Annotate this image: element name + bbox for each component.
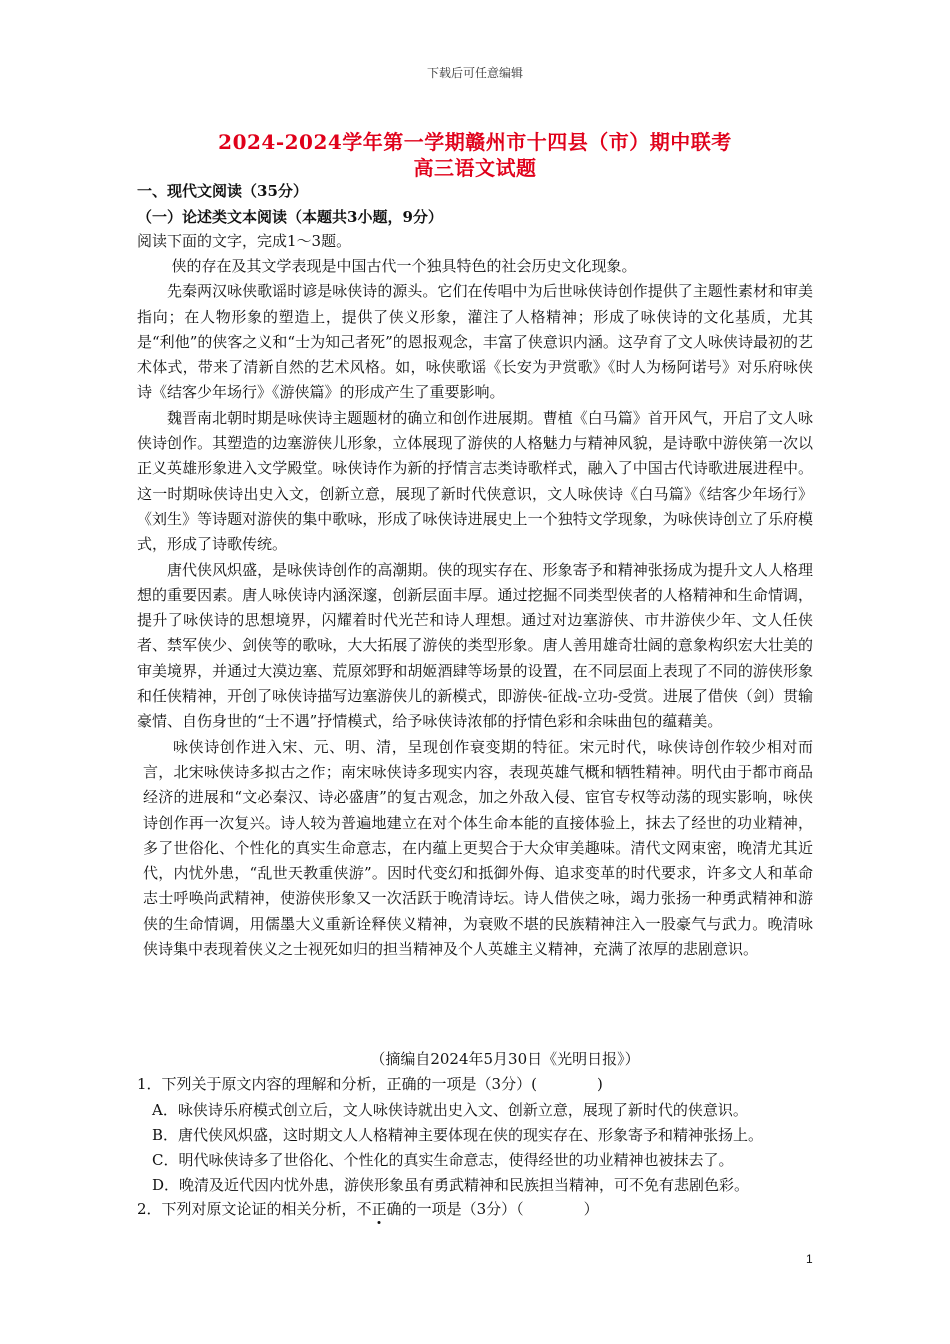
option-a: A．咏侠诗乐府模式创立后，文人咏侠诗就出史入文、创新立意，展现了新时代的侠意识。: [152, 1101, 748, 1119]
question-2: [137, 1198, 599, 1219]
page-number: 1: [806, 1252, 813, 1266]
subsection-heading: （一）论述类文本阅读（本题共3小题，9分）: [137, 208, 443, 226]
exam-subtitle: 高三语文试题: [413, 156, 537, 180]
passage-paragraph: 咏侠诗创作进入宋、元、明、清，呈现创作衰变期的特征。宋元时代，咏侠诗创作较少相对而言，北宋咏侠诗多拟古之作；南宋咏侠诗多现实内容，表现英雄气概和牺牲精神。明代由于都市商品经济的进展和“文必秦汉、诗必盛唐”的复古观念，加之外敌入侵、宦官专权等动荡的现实影响，咏侠诗创作再一次复兴。诗人较为普遍地建立在对个体生命本能的直接体验上，抹去了经世的功业精神，多了世俗化、个性化的真实生命意志，在内蕴上更契合于大众审美趣味。清代文网束密，晚清尤其近代，内忧外患，“乱世天教重侠游”。因时代变幻和抵御外侮、追求变革的时代要求，许多文人和革命志士呼唤尚武精神，使游侠形象又一次活跃于晚清诗坛。诗人借侠之咏，竭力张扬一种勇武精神和游侠的生命情调，用儒墨大义重新诠释侠义精神，为衰败不堪的民族精神注入一股豪气与武力。晚清咏侠诗集中表现着侠义之士视死如归的担当精神及个人英雄主义精神，充满了浓厚的悲剧意识。: [143, 737, 813, 959]
emphasis-text: 不正确: [356, 1200, 402, 1218]
option-c: C．明代咏侠诗多了世俗化、个性化的真实生命意志，使得经世的功业精神也被抹去了。: [152, 1151, 734, 1169]
passage: [137, 254, 813, 962]
question-2-tail: 的一项是（3分）（ ）: [401, 1200, 599, 1218]
reading-instruction: 阅读下面的文字，完成1～3题。: [137, 232, 352, 250]
question-2-stem: 2．下列对原文论证的相关分析，: [137, 1200, 357, 1218]
section-heading: 一、现代文阅读（35分）: [137, 182, 308, 200]
passage-paragraph: 唐代侠风炽盛，是咏侠诗创作的高潮期。侠的现实存在、形象寄予和精神张扬成为提升文人人格理想的重要因素。唐人咏侠诗内涵深邃，创新层面丰厚。通过挖掘不同类型侠者的人格精神和生命情调，提升了咏侠诗的思想境界，闪耀着时代光芒和诗人理想。通过对边塞游侠、市井游侠少年、文人任侠者、禁军侠少、剑侠等的歌咏，大大拓展了游侠的类型形象。唐人善用雄奇壮阔的意象构织宏大壮美的审美境界，并通过大漠边塞、荒原郊野和胡姬酒肆等场景的设置，在不同层面上表现了不同的游侠形象和任侠精神，开创了咏侠诗描写边塞游侠儿的新模式，即游侠-征战-立功-受赏。进展了借侠（剑）贯输豪情、自伤身世的“士不遇”抒情模式，给予咏侠诗浓郁的抒情色彩和余味曲包的蕴藉美。: [137, 560, 813, 731]
passage-paragraph: 侠的存在及其文学表现是中国古代一个独具特色的社会历史文化现象。: [171, 257, 637, 275]
option-b: B．唐代侠风炽盛，这时期文人人格精神主要体现在侠的现实存在、形象寄予和精神张扬上。: [152, 1126, 764, 1144]
question-1: 1．下列关于原文内容的理解和分析，正确的一项是（3分）( ): [137, 1075, 603, 1093]
source-citation: （摘编自2024年5月30日《光明日报》）: [370, 1050, 640, 1068]
option-d: D．晚清及近代因内忧外患，游侠形象虽有勇武精神和民族担当精神，可不免有悲剧色彩。: [152, 1176, 750, 1194]
passage-paragraph: 魏晋南北朝时期是咏侠诗主题题材的确立和创作进展期。曹植《白马篇》首开风气，开启了文人咏侠诗创作。其塑造的边塞游侠儿形象，立体展现了游侠的人格魅力与精神风貌，是诗歌中游侠第一次以正义英雄形象进入文学殿堂。咏侠诗作为新的抒情言志类诗歌样式，融入了中国古代诗歌进展进程中。这一时期咏侠诗出史入文，创新立意，展现了新时代侠意识，文人咏侠诗《白马篇》《结客少年场行》《刘生》等诗题对游侠的集中歌咏，形成了咏侠诗进展史上一个独特文学现象，为咏侠诗创立了乐府模式，形成了诗歌传统。: [137, 408, 813, 554]
exam-title: 2024-2024学年第一学期赣州市十四县（市）期中联考: [218, 130, 732, 154]
page-header: 下载后可任意编辑: [426, 66, 523, 80]
passage-paragraph: 先秦两汉咏侠歌谣时谚是咏侠诗的源头。它们在传唱中为后世咏侠诗创作提供了主题性素材和审美指向；在人物形象的塑造上，提供了侠义形象，灌注了人格精神；形成了咏侠诗的文化基质，尤其是“利他”的侠客之义和“士为知己者死”的恩报观念，丰富了侠意识内涵。这孕育了文人咏侠诗最初的艺术体式，带来了清新自然的艺术风格。如，咏侠歌谣《长安为尹赏歌》《时人为杨阿诺号》对乐府咏侠诗《结客少年场行》《游侠篇》的形成产生了重要影响。: [137, 282, 813, 402]
